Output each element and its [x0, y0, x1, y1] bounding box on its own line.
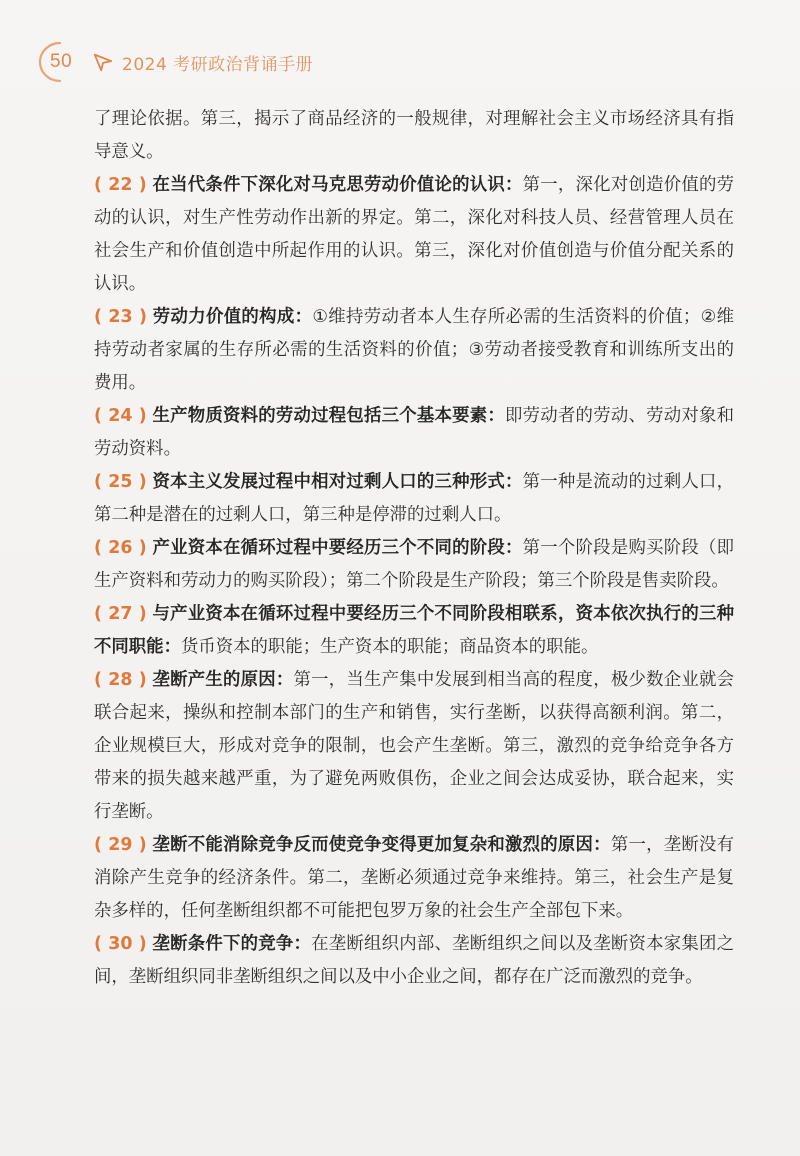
item-text: 第一，当生产集中发展到相当高的程度，极少数企业就会联合起来，操纵和控制本部门的生产和销售，实行垄断，以获得高额利润。第二，企业规模巨大，形成对竞争的限制，也会产生垄断。第三，激烈的竞争给竞争各方带来的损失越来越严重，为了避免两败俱伤，企业之间会达成妥协，联合起来，实行垄断。 — [94, 670, 734, 822]
paper-plane-icon — [92, 51, 114, 73]
item-heading: 资本主义发展过程中相对过剩人口的三种形式： — [152, 472, 523, 492]
item-number: ( 24 ) — [94, 406, 147, 426]
item-text: 即劳动者的劳动、劳动对象和劳动资料。 — [94, 406, 734, 459]
item-heading: 垄断不能消除竞争反而使竞争变得更加复杂和激烈的原因： — [152, 835, 611, 855]
item-number: ( 28 ) — [94, 670, 147, 690]
item-heading: 垄断产生的原因： — [152, 670, 294, 690]
item-number: ( 26 ) — [94, 538, 147, 558]
item-heading: 在当代条件下深化对马克思劳动价值论的认识： — [152, 175, 523, 195]
item-text: ①维持劳动者本人生存所必需的生活资料的价值；②维持劳动者家属的生存所必需的生活资料的价值；③劳动者接受教育和训练所支出的费用。 — [94, 307, 734, 393]
book-title: 2024 考研政治背诵手册 — [122, 54, 314, 75]
page-number-badge — [30, 39, 86, 85]
item-number: ( 29 ) — [94, 835, 147, 855]
list-item — [94, 532, 734, 598]
list-item — [94, 598, 734, 664]
list-item — [94, 664, 734, 829]
item-text: 第一种是流动的过剩人口，第二种是潜在的过剩人口，第三种是停滞的过剩人口。 — [94, 472, 734, 525]
item-text: 第一个阶段是购买阶段（即生产资料和劳动力的购买阶段）；第二个阶段是生产阶段；第三个阶段是售卖阶段。 — [94, 538, 734, 591]
item-number: ( 25 ) — [94, 472, 147, 492]
list-item — [94, 400, 734, 466]
item-heading: 产业资本在循环过程中要经历三个不同的阶段： — [152, 538, 523, 558]
continuation-paragraph: 了理论依据。第三，揭示了商品经济的一般规律，对理解社会主义市场经济具有指导意义。 — [94, 109, 734, 162]
item-heading: 劳动力价值的构成： — [152, 307, 313, 327]
item-number: ( 27 ) — [94, 604, 147, 624]
list-item — [94, 466, 734, 532]
item-number: ( 23 ) — [94, 307, 147, 327]
item-number: ( 30 ) — [94, 934, 147, 954]
item-number: ( 22 ) — [94, 175, 147, 195]
item-heading: 与产业资本在循环过程中要经历三个不同阶段相联系，资本依次执行的三种不同职能： — [94, 604, 734, 657]
item-text: 货币资本的职能；生产资本的职能；商品资本的职能。 — [180, 637, 599, 657]
page-content — [94, 103, 734, 994]
page-header — [30, 38, 313, 86]
item-heading: 生产物质资料的劳动过程包括三个基本要素： — [152, 406, 506, 426]
list-item — [94, 829, 734, 928]
item-text: 在垄断组织内部、垄断组织之间以及垄断资本家集团之间，垄断组织同非垄断组织之间以及中小企业之间，都存在广泛而激烈的竞争。 — [94, 934, 734, 987]
item-text: 第一，深化对创造价值的劳动的认识，对生产性劳动作出新的界定。第二，深化对科技人员、经营管理人员在社会生产和价值创造中所起作用的认识。第三，深化对价值创造与价值分配关系的认识。 — [94, 175, 734, 294]
item-heading: 垄断条件下的竞争： — [152, 934, 312, 954]
list-item — [94, 928, 734, 994]
list-item — [94, 169, 734, 301]
page-number: 50 — [50, 51, 73, 72]
item-text: 第一，垄断没有消除产生竞争的经济条件。第二，垄断必须通过竞争来维持。第三，社会生产是复杂多样的，任何垄断组织都不可能把包罗万象的社会生产全部包下来。 — [94, 835, 734, 921]
list-item — [94, 301, 734, 400]
